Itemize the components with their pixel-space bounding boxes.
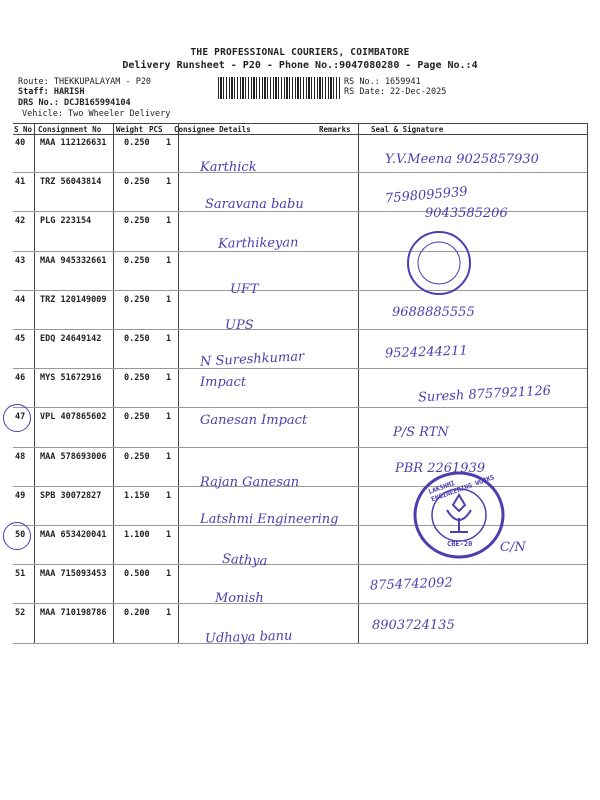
col-sno: S No	[14, 125, 33, 134]
row-sno: 47	[15, 412, 26, 423]
row-weight: 0.500	[124, 569, 150, 580]
row-consignee-handwriting: Rajan Ganesan	[200, 475, 300, 490]
row-sno: 42	[15, 216, 26, 227]
row-pcs: 1	[166, 255, 172, 266]
row-signature-handwriting: 9688885555	[392, 305, 475, 320]
row-consignee-handwriting: Ganesan Impact	[200, 413, 308, 428]
rs-date: RS Date: 22-Dec-2025	[344, 87, 447, 97]
staff-label: Staff: HARISH	[18, 87, 85, 97]
row-consignment-no: PLG 223154	[40, 216, 92, 227]
row-pcs: 1	[166, 608, 172, 619]
vehicle-label: Vehicle: Two Wheeler Delivery	[22, 109, 171, 119]
row-signature-handwriting: Suresh 8757921126	[417, 383, 552, 406]
row-consignee-handwriting: UPS	[225, 318, 254, 333]
row-consignment-no: MAA 578693006	[40, 451, 107, 462]
col-remarks: Remarks	[319, 125, 351, 134]
lakshmi-seal-city: CBE-20	[447, 540, 473, 548]
row-signature-handwriting: P/S RTN	[393, 425, 449, 440]
row-sno: 46	[15, 373, 26, 384]
barcode	[218, 77, 340, 99]
row-signature-handwriting: Y.V.Meena 9025857930	[385, 152, 539, 167]
rs-number: RS No.: 1659941	[344, 77, 421, 87]
runsheet-title: Delivery Runsheet - P20 - Phone No.:9047080280 - Page No.:4	[122, 60, 478, 71]
row-pcs: 1	[166, 490, 172, 501]
row-pcs: 1	[166, 530, 172, 540]
col-pcs: PCS	[149, 125, 163, 134]
drs-label: DRS No.: DCJB165994104	[18, 98, 131, 108]
row-pcs: 1	[166, 412, 172, 423]
row-weight: 0.250	[124, 294, 150, 305]
row-pcs: 1	[166, 569, 172, 580]
col-consignee: Consignee Details	[174, 125, 251, 134]
row-consignee-handwriting: Latshmi Engineering	[200, 512, 339, 527]
row-sno: 40	[15, 138, 26, 148]
row-47-circle-mark	[3, 404, 31, 432]
row-consignment-no: MYS 51672916	[40, 373, 102, 384]
row-consignment-no: MAA 653420041	[40, 530, 107, 540]
row-weight: 0.250	[124, 412, 150, 423]
row-pcs: 1	[166, 294, 172, 305]
row-consignment-no: MAA 112126631	[40, 138, 107, 148]
row-consignment-no: EDQ 24649142	[40, 334, 102, 344]
row-50-circle-mark	[3, 522, 31, 550]
row-consignment-no: TRZ 120149009	[40, 294, 107, 305]
row-sno: 45	[15, 334, 26, 344]
row-weight: 1.100	[124, 530, 150, 540]
row-weight: 0.250	[124, 216, 150, 227]
row-consignee-handwriting: Sathya	[221, 551, 268, 570]
row-pcs: 1	[166, 216, 172, 227]
row-signature-handwriting: 8754742092	[369, 575, 453, 594]
row-sno: 52	[15, 608, 26, 619]
row-sno: 44	[15, 294, 26, 305]
row-sno: 49	[15, 490, 26, 501]
row-pcs: 1	[166, 177, 172, 188]
row-signature-handwriting: 7598095939	[384, 184, 469, 207]
row-weight: 0.250	[124, 373, 150, 384]
row-sno: 50	[15, 530, 26, 540]
row-pcs: 1	[166, 334, 172, 344]
row-divider	[13, 447, 587, 448]
row-consignee-handwriting: Karthikeyan	[217, 235, 299, 252]
row-consignment-no: TRZ 56043814	[40, 177, 102, 188]
row-divider	[13, 329, 587, 330]
row-signature-handwriting: 8903724135	[372, 618, 455, 633]
company-round-seal	[404, 228, 474, 298]
row-consignee-handwriting: UFT	[230, 282, 259, 297]
row-sno: 41	[15, 177, 26, 188]
row-weight: 0.200	[124, 608, 150, 619]
row-divider	[13, 564, 587, 565]
route-label: Route: THEKKUPALAYAM - P20	[18, 77, 152, 87]
row-signature-handwriting: 9043585206	[425, 206, 508, 221]
row-weight: 0.250	[124, 451, 150, 462]
row-divider	[13, 251, 587, 252]
col-seal: Seal & Signature	[371, 125, 444, 134]
row-sno: 43	[15, 255, 26, 266]
row-sno: 48	[15, 451, 26, 462]
row-weight: 1.150	[124, 490, 150, 501]
row-divider	[13, 643, 587, 644]
row-divider	[13, 603, 587, 604]
row-consignee-handwriting: N Sureshkumar	[199, 349, 305, 370]
row-pcs: 1	[166, 138, 172, 148]
row-signature-handwriting: PBR 2261939	[395, 461, 486, 476]
row-weight: 0.250	[124, 177, 150, 188]
col-consignment: Consignment No	[38, 125, 102, 134]
row-consignment-no: MAA 710198786	[40, 608, 107, 619]
row-consignee-handwriting: Monish	[215, 591, 264, 606]
row-consignment-no: MAA 715093453	[40, 569, 107, 580]
col-weight: Weight	[116, 125, 144, 134]
lakshmi-seal-text: LAKSHMI ENGINEERING WORKS	[427, 473, 496, 504]
row-weight: 0.250	[124, 255, 150, 266]
row-consignment-no: VPL 407865602	[40, 412, 107, 423]
company-title: THE PROFESSIONAL COURIERS, COIMBATORE	[190, 47, 410, 58]
row-signature-handwriting: C/N	[500, 540, 526, 555]
row-consignee-handwriting: Karthick	[200, 160, 257, 175]
row-pcs: 1	[166, 373, 172, 384]
row-consignment-no: MAA 945332661	[40, 255, 107, 266]
table-header	[13, 123, 587, 135]
row-consignee-handwriting: Impact	[200, 375, 247, 390]
row-weight: 0.250	[124, 138, 150, 148]
row-signature-handwriting: 9524244211	[384, 343, 468, 362]
row-consignee-handwriting: Udhaya banu	[204, 628, 293, 647]
row-divider	[13, 368, 587, 369]
row-consignment-no: SPB 30072827	[40, 490, 102, 501]
row-sno: 51	[15, 569, 26, 580]
row-consignee-handwriting: Saravana babu	[205, 197, 304, 212]
row-pcs: 1	[166, 451, 172, 462]
row-divider	[13, 407, 587, 408]
row-divider	[13, 290, 587, 291]
row-divider	[13, 172, 587, 173]
row-weight: 0.250	[124, 334, 150, 344]
